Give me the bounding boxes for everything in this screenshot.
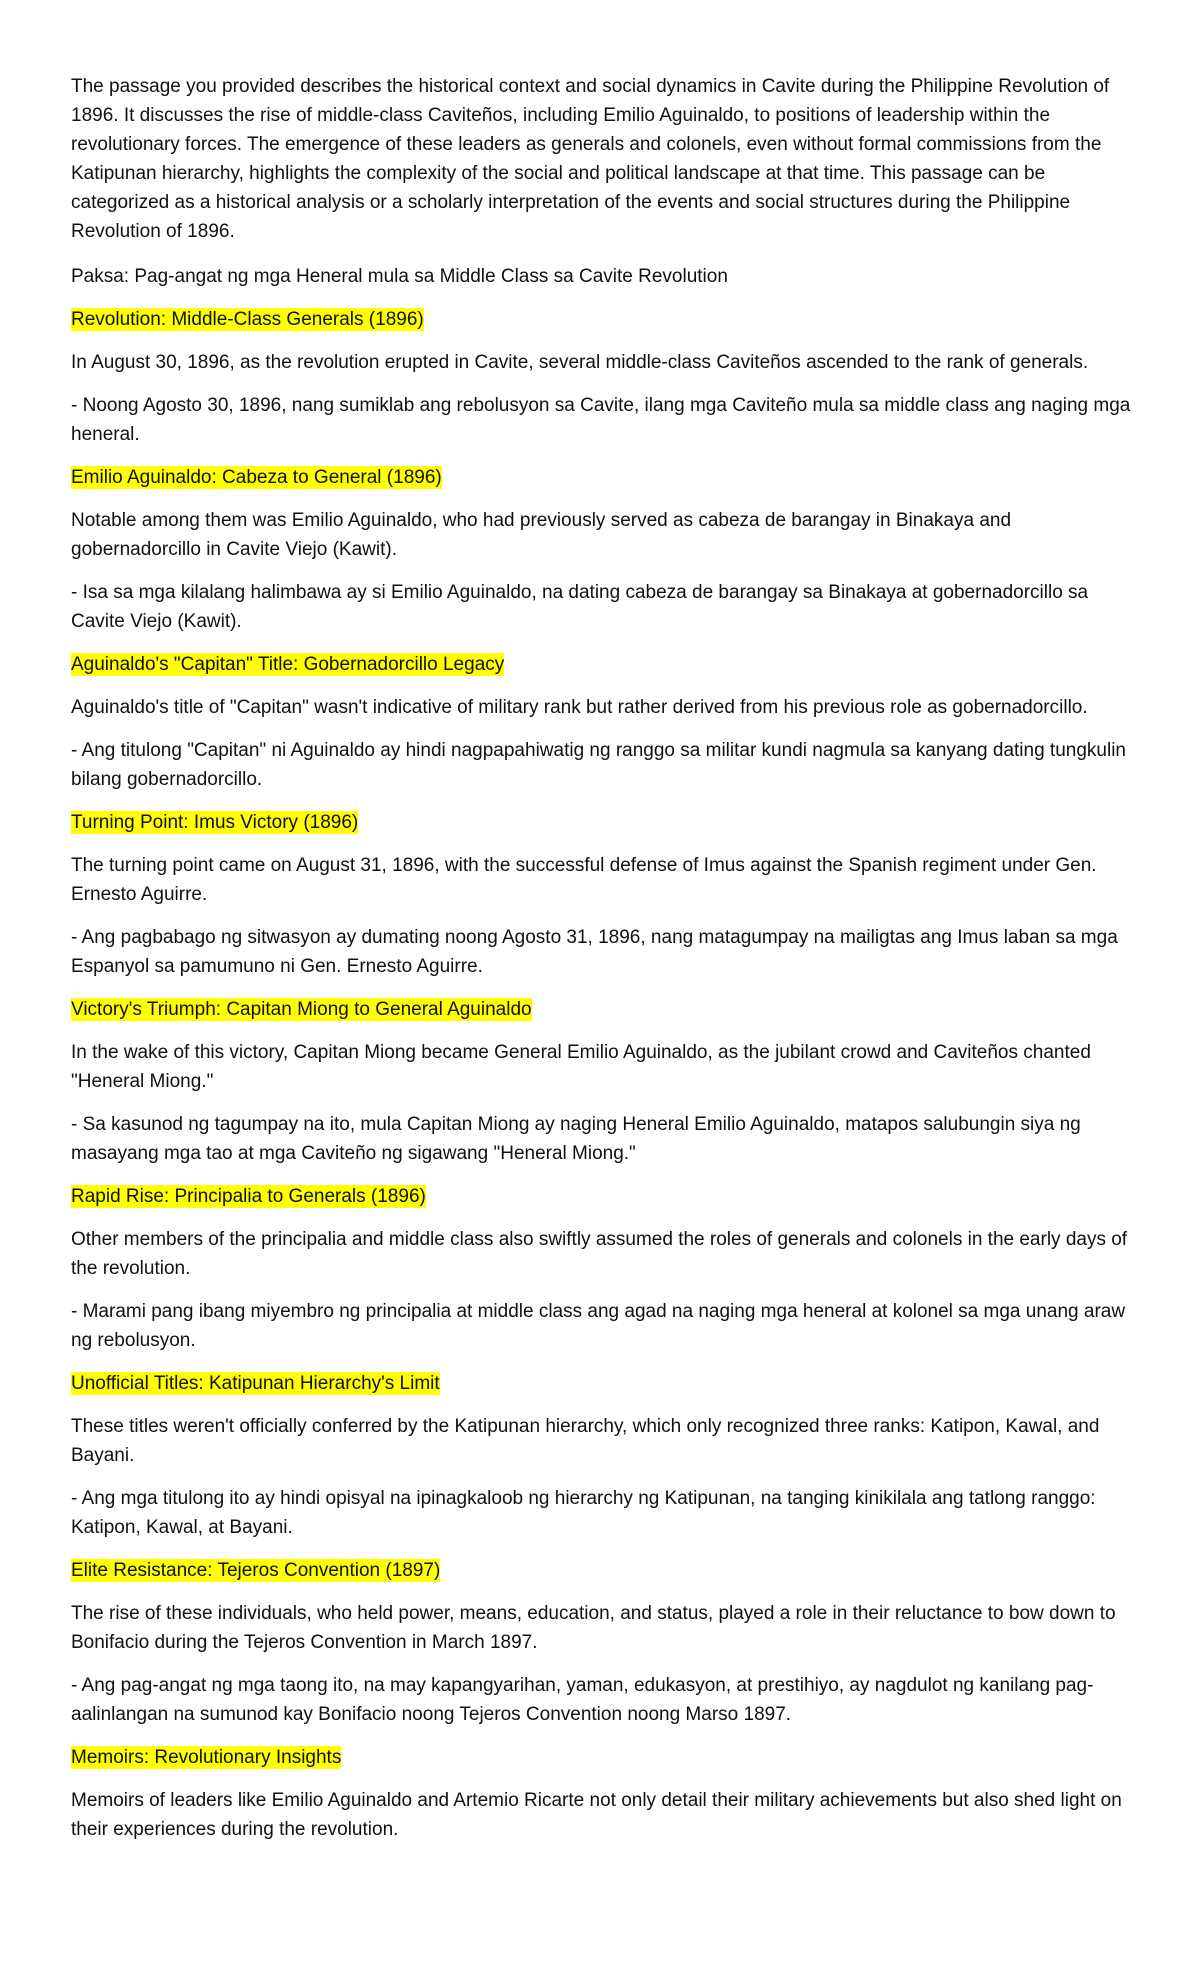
- section-heading: Turning Point: Imus Victory (1896): [71, 812, 359, 833]
- english-paragraph: Memoirs of leaders like Emilio Aguinaldo and Artemio Ricarte not only detail their military achievements but also shed light on their experiences during the revolution.: [71, 1790, 1122, 1840]
- english-paragraph: In the wake of this victory, Capitan Miong became General Emilio Aguinaldo, as the jubilant crowd and Caviteños chanted "Heneral Miong.": [71, 1042, 1091, 1092]
- english-paragraph: The turning point came on August 31, 1896, with the successful defense of Imus against the Spanish regiment under Gen. Ernesto Aguirre.: [71, 855, 1097, 905]
- section: [71, 1369, 1135, 1542]
- filipino-paragraph: - Ang titulong "Capitan" ni Aguinaldo ay hindi nagpapahiwatig ng ranggo sa militar kundi nagmula sa kanyang dating tungkulin bilang gobernadorcillo.: [71, 740, 1126, 790]
- section: [71, 995, 1135, 1168]
- intro-paragraph: The passage you provided describes the historical context and social dynamics in Cavite during the Philippine Revolution of 1896. It discusses the rise of middle-class Caviteños, including Emilio Aguinaldo, to positions of leadership within the revolutionary forces. The emergence of these leaders as generals and colonels, even without formal commissions from the Katipunan hierarchy, highlights the complexity of the social and political landscape at that time. This passage can be categorized as a historical analysis or a scholarly interpretation of the events and social structures during the Philippine Revolution of 1896.: [71, 76, 1110, 242]
- section: [71, 650, 1135, 794]
- section: [71, 463, 1135, 636]
- filipino-paragraph: - Ang mga titulong ito ay hindi opisyal na ipinagkaloob ng hierarchy ng Katipunan, na tanging kinikilala ang tatlong ranggo: Katipon, Kawal, at Bayani.: [71, 1488, 1096, 1538]
- section: [71, 1556, 1135, 1729]
- section-heading: Emilio Aguinaldo: Cabeza to General (1896): [71, 467, 442, 488]
- section-heading: Revolution: Middle-Class Generals (1896): [71, 309, 424, 330]
- section: [71, 808, 1135, 981]
- filipino-paragraph: - Marami pang ibang miyembro ng principalia at middle class ang agad na naging mga heneral at kolonel sa mga unang araw ng rebolusyon.: [71, 1301, 1126, 1351]
- section-heading: Victory's Triumph: Capitan Miong to General Aguinaldo: [71, 999, 532, 1020]
- english-paragraph: Aguinaldo's title of "Capitan" wasn't indicative of military rank but rather derived from his previous role as gobernadorcillo.: [71, 697, 1088, 718]
- document-page: [71, 72, 1135, 1858]
- english-paragraph: The rise of these individuals, who held power, means, education, and status, played a role in their reluctance to bow down to Bonifacio during the Tejeros Convention in March 1897.: [71, 1603, 1116, 1653]
- english-paragraph: In August 30, 1896, as the revolution erupted in Cavite, several middle-class Caviteños ascended to the rank of generals.: [71, 352, 1089, 373]
- section-heading: Aguinaldo's "Capitan" Title: Gobernadorcillo Legacy: [71, 654, 505, 675]
- filipino-paragraph: - Noong Agosto 30, 1896, nang sumiklab ang rebolusyon sa Cavite, ilang mga Caviteño mula sa middle class ang naging mga heneral.: [71, 395, 1131, 445]
- filipino-paragraph: - Ang pagbabago ng sitwasyon ay dumating noong Agosto 31, 1896, nang matagumpay na mailigtas ang Imus laban sa mga Espanyol sa pamumuno ni Gen. Ernesto Aguirre.: [71, 927, 1118, 977]
- topic-line: Paksa: Pag-angat ng mga Heneral mula sa Middle Class sa Cavite Revolution: [71, 266, 728, 287]
- section-heading: Unofficial Titles: Katipunan Hierarchy's Limit: [71, 1373, 440, 1394]
- section-heading: Elite Resistance: Tejeros Convention (1897): [71, 1560, 441, 1581]
- section-heading: Rapid Rise: Principalia to Generals (1896): [71, 1186, 426, 1207]
- section: [71, 305, 1135, 449]
- filipino-paragraph: - Sa kasunod ng tagumpay na ito, mula Capitan Miong ay naging Heneral Emilio Aguinaldo, matapos salubungin siya ng masayang mga tao at mga Caviteño ng sigawang "Heneral Miong.": [71, 1114, 1081, 1164]
- filipino-paragraph: - Isa sa mga kilalang halimbawa ay si Emilio Aguinaldo, na dating cabeza de barangay sa Binakaya at gobernadorcillo sa Cavite Viejo (Kawit).: [71, 582, 1089, 632]
- section: [71, 1743, 1135, 1844]
- section-heading: Memoirs: Revolutionary Insights: [71, 1747, 342, 1768]
- section: [71, 1182, 1135, 1355]
- filipino-paragraph: - Ang pag-angat ng mga taong ito, na may kapangyarihan, yaman, edukasyon, at prestihiyo, ay nagdulot ng kanilang pag-aalinlangan na sumunod kay Bonifacio noong Tejeros Convention noong Marso 1897.: [71, 1675, 1094, 1725]
- english-paragraph: Notable among them was Emilio Aguinaldo, who had previously served as cabeza de barangay in Binakaya and gobernadorcillo in Cavite Viejo (Kawit).: [71, 510, 1012, 560]
- english-paragraph: Other members of the principalia and middle class also swiftly assumed the roles of generals and colonels in the early days of the revolution.: [71, 1229, 1128, 1279]
- english-paragraph: These titles weren't officially conferred by the Katipunan hierarchy, which only recognized three ranks: Katipon, Kawal, and Bayani.: [71, 1416, 1100, 1466]
